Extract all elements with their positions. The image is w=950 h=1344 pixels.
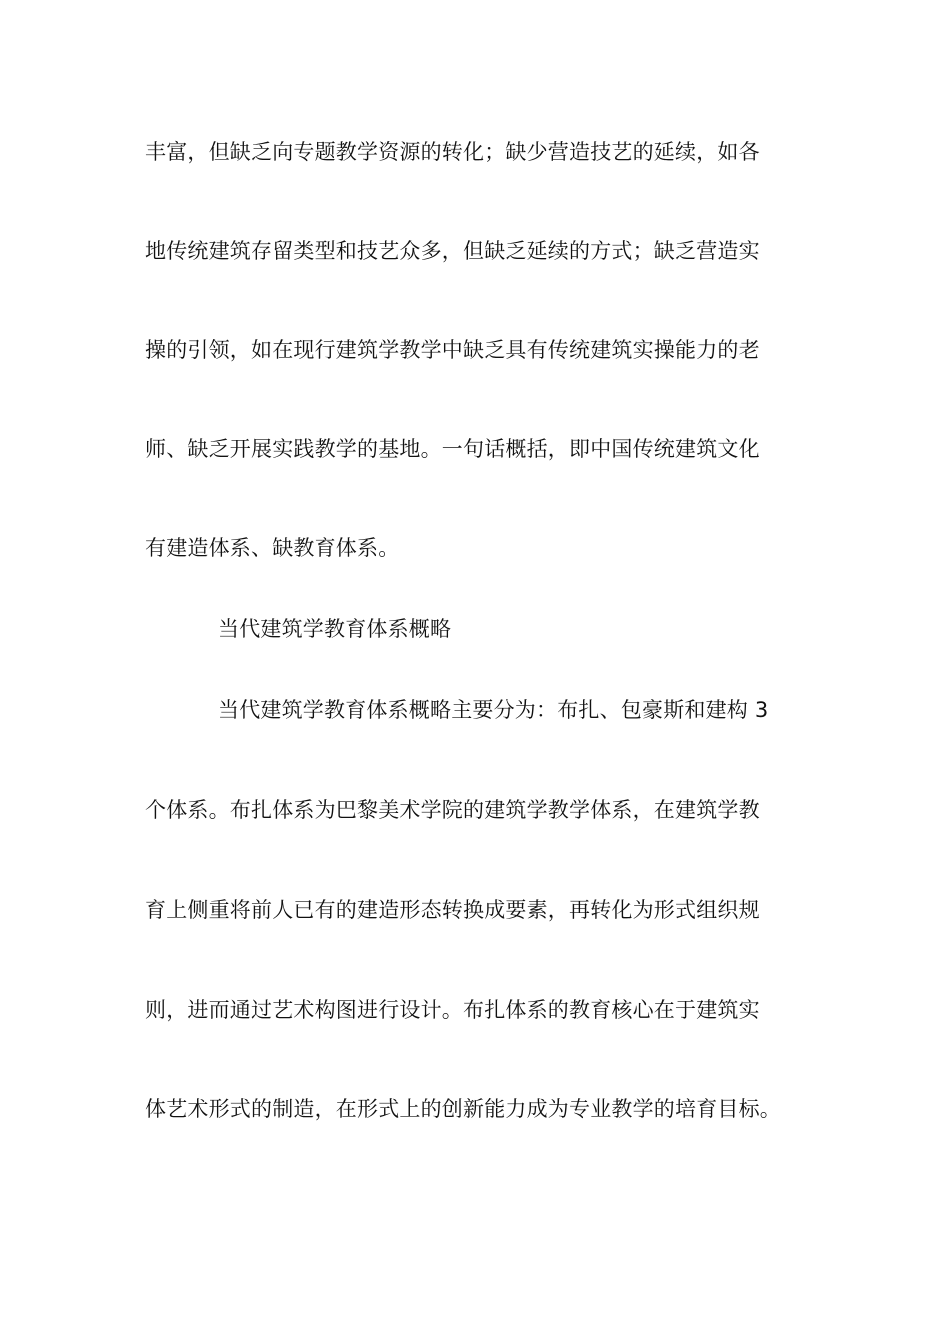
paragraph-1-line-5: 有建造体系、缺教育体系。	[145, 536, 400, 560]
paragraph-2-line-1: 当代建筑学教育体系概略主要分为：布扎、包豪斯和建构 3	[218, 698, 769, 722]
paragraph-2-line-4: 则，进而通过艺术构图进行设计。布扎体系的教育核心在于建筑实	[145, 998, 760, 1022]
paragraph-1-line-4: 师、缺乏开展实践教学的基地。一句话概括，即中国传统建筑文化	[145, 437, 760, 461]
section-heading: 当代建筑学教育体系概略	[218, 617, 452, 641]
paragraph-1-line-3: 操的引领，如在现行建筑学教学中缺乏具有传统建筑实操能力的老	[145, 338, 760, 362]
paragraph-1-line-2: 地传统建筑存留类型和技艺众多，但缺乏延续的方式；缺乏营造实	[145, 239, 760, 263]
paragraph-2-line-5: 体艺术形式的制造，在形式上的创新能力成为专业教学的培育目标。	[145, 1097, 781, 1121]
paragraph-2-line-3: 育上侧重将前人已有的建造形态转换成要素，再转化为形式组织规	[145, 898, 760, 922]
paragraph-1-line-1: 丰富，但缺乏向专题教学资源的转化；缺少营造技艺的延续，如各	[145, 140, 760, 164]
paragraph-2-line-2: 个体系。布扎体系为巴黎美术学院的建筑学教学体系，在建筑学教	[145, 798, 760, 822]
